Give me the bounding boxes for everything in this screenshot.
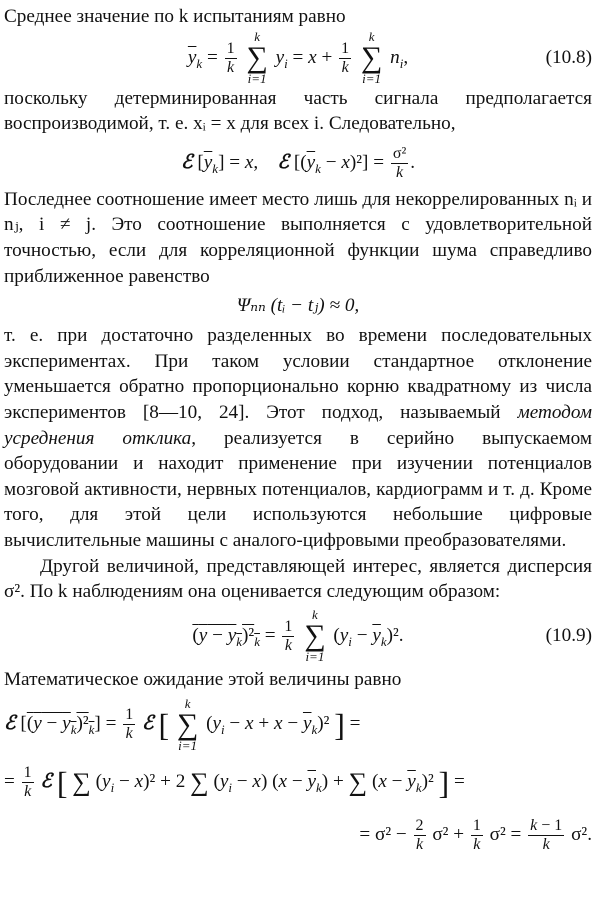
paragraph-6: Математическое ожидание этой величины равно xyxy=(4,668,402,690)
emphasis-term: методом усреднения отклика xyxy=(4,401,592,449)
equation-number: (10.8) xyxy=(545,46,592,68)
paragraph-3: Последнее соотношение имеет место лишь для некоррелированных nᵢ и nⱼ, i ≠ j. Это соотношение выполняется с удовлетворительной точностью, если для корреляционной функции шума справедливо приближенное равенство xyxy=(4,188,592,287)
equation-10-8: $\overline{y}_k$ = $\frac{1}{k}$ k ∑ i=1 $y_i = x$ + $\frac{1}{k}$ k ∑ i=1 $n_i$, (10.8) xyxy=(187,29,592,87)
paragraph-5: Другой величиной, представляющей интерес, является дисперсия σ². По k наблюдениям она оценивается следующим образом: xyxy=(4,555,592,603)
page xyxy=(4,4,592,862)
paragraph-4: т. е. при достаточно разделенных во времени последовательных экспериментах. При таком условии стандартное отклонение уменьшается обратно пропорционально корню квадратному из числа экспериментов [8—10, 24]. Этот подход, называемый методом усреднения отклика, реализуется в серийно выпускаемом оборудовании и находит применение при изучении потенциалов мозговой активности, нервных потенциалов, кардиограмм и т. д. Кроме того, для этой цели используются небольшие цифровые вычислительные машины с аналого-цифровыми преобразователями. xyxy=(4,325,592,551)
equation-expectation: ℰ $[\overline{y}_k] = x$, ℰ $[(\overline{y}_k - x)^2]$ = $\frac{\text{σ²}}{k}$ . xyxy=(180,144,416,181)
equation-10-9: $(y - y_k)^2_k$ = $\frac{1}{k}$ k ∑ i=1 $(y_i - \overline{y}_k)^2$. (10.9) xyxy=(4,605,592,667)
paragraph-2: поскольку детерминированная часть сигнала предполагается воспроизводимой, т. е. xᵢ = x для всех i. Следовательно, xyxy=(4,87,592,135)
equation-variance-expectation: ℰ $[(y - y_k)^2_k]$ = $\frac{1}{k}$ ℰ [ k ∑ i=1 $(y_i - x + x - \overline{y}_k)^2$ ] = = $\frac{1}{k}$ ℰ [ ∑ $(y_i - x)^2 + 2$ ∑ $(y_i - x) (x - \overline{y}_k)$ + ∑ $(x - \overline{y}_k)^2$ ] = = σ² − $\frac{2}{k}$ σ² + $\frac{1}{k}$ σ² = $\frac{k - 1}{k}$ σ². xyxy=(4,695,592,854)
equation-number: (10.9) xyxy=(545,624,592,646)
paragraph-1: Среднее значение по k испытаниям равно xyxy=(4,6,346,27)
equation-correlation: Ψₙₙ (tᵢ − tⱼ) ≈ 0, xyxy=(236,295,360,317)
